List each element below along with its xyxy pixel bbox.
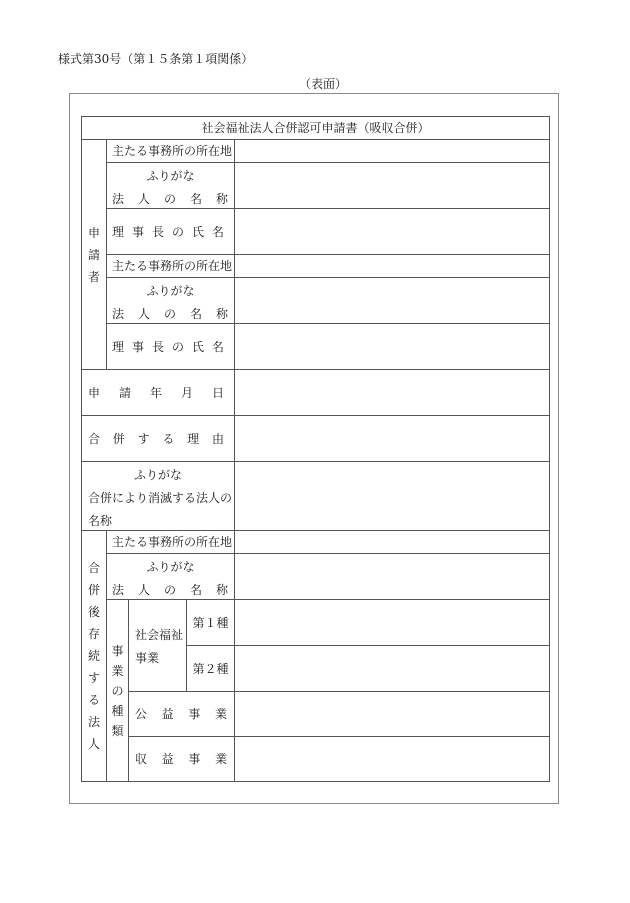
- form-title: 社会福祉法人合併認可申請書（吸収合併）: [82, 117, 550, 140]
- type1-field[interactable]: [235, 600, 550, 646]
- applicant2-name-label: ふりがな 法 人 の 名 称: [107, 278, 235, 324]
- dissolved-label-line2: 名称: [88, 514, 113, 528]
- application-date-field[interactable]: [235, 370, 550, 416]
- application-form-table: [81, 116, 550, 782]
- applicant1-name-label: ふりがな 法 人 の 名 称: [107, 163, 235, 209]
- surviving-name-label: ふりがな 法 人 の 名 称: [107, 554, 235, 600]
- business-types-label: 事 業 の 種 類: [107, 600, 129, 782]
- dissolved-corp-field[interactable]: [235, 462, 550, 531]
- social-welfare-business-label: 社会福祉 事業: [129, 600, 187, 692]
- applicant1-chairman-field[interactable]: [235, 209, 550, 255]
- type2-label: 第２種: [187, 646, 235, 692]
- applicant2-chairman-label: 理 事 長 の 氏 名: [107, 324, 235, 370]
- merger-reason-label: 合 併 す る 理 由: [82, 416, 235, 462]
- applicant1-address-label: 主たる事務所の所在地: [107, 140, 235, 163]
- type1-label: 第１種: [187, 600, 235, 646]
- applicant2-address-field[interactable]: [235, 255, 550, 278]
- applicant1-address-field[interactable]: [235, 140, 550, 163]
- dissolved-furigana-label: ふりがな: [133, 468, 182, 482]
- surviving-address-label: 主たる事務所の所在地: [107, 531, 235, 554]
- profit-business-label: 収 益 事 業: [129, 737, 235, 782]
- applicant2-chairman-field[interactable]: [235, 324, 550, 370]
- public-interest-business-label: 公 益 事 業: [129, 692, 235, 737]
- applicant2-address-label: 主たる事務所の所在地: [107, 255, 235, 278]
- profit-business-field[interactable]: [235, 737, 550, 782]
- applicant-group-label: 申 請 者: [82, 140, 107, 370]
- surviving-name-field[interactable]: [235, 554, 550, 600]
- merger-reason-field[interactable]: [235, 416, 550, 462]
- applicant2-name-field[interactable]: [235, 278, 550, 324]
- applicant1-chairman-label: 理 事 長 の 氏 名: [107, 209, 235, 255]
- dissolved-label-line1: 合併により消滅する法人の: [88, 491, 233, 505]
- surviving-corp-group-label: 合 併 後 存 続 す る 法 人: [82, 531, 107, 782]
- public-interest-business-field[interactable]: [235, 692, 550, 737]
- application-date-label: 申 請 年 月 日: [82, 370, 235, 416]
- surviving-furigana-label: ふりがな: [146, 560, 195, 574]
- dissolved-corp-label: [82, 462, 235, 531]
- type2-field[interactable]: [235, 646, 550, 692]
- applicant1-furigana-label: ふりがな: [146, 169, 195, 183]
- form-number: 様式第30号（第１５条第１項関係）: [58, 52, 254, 66]
- face-label: （表面）: [299, 77, 348, 91]
- applicant2-furigana-label: ふりがな: [146, 284, 195, 298]
- applicant1-name-field[interactable]: [235, 163, 550, 209]
- surviving-address-field[interactable]: [235, 531, 550, 554]
